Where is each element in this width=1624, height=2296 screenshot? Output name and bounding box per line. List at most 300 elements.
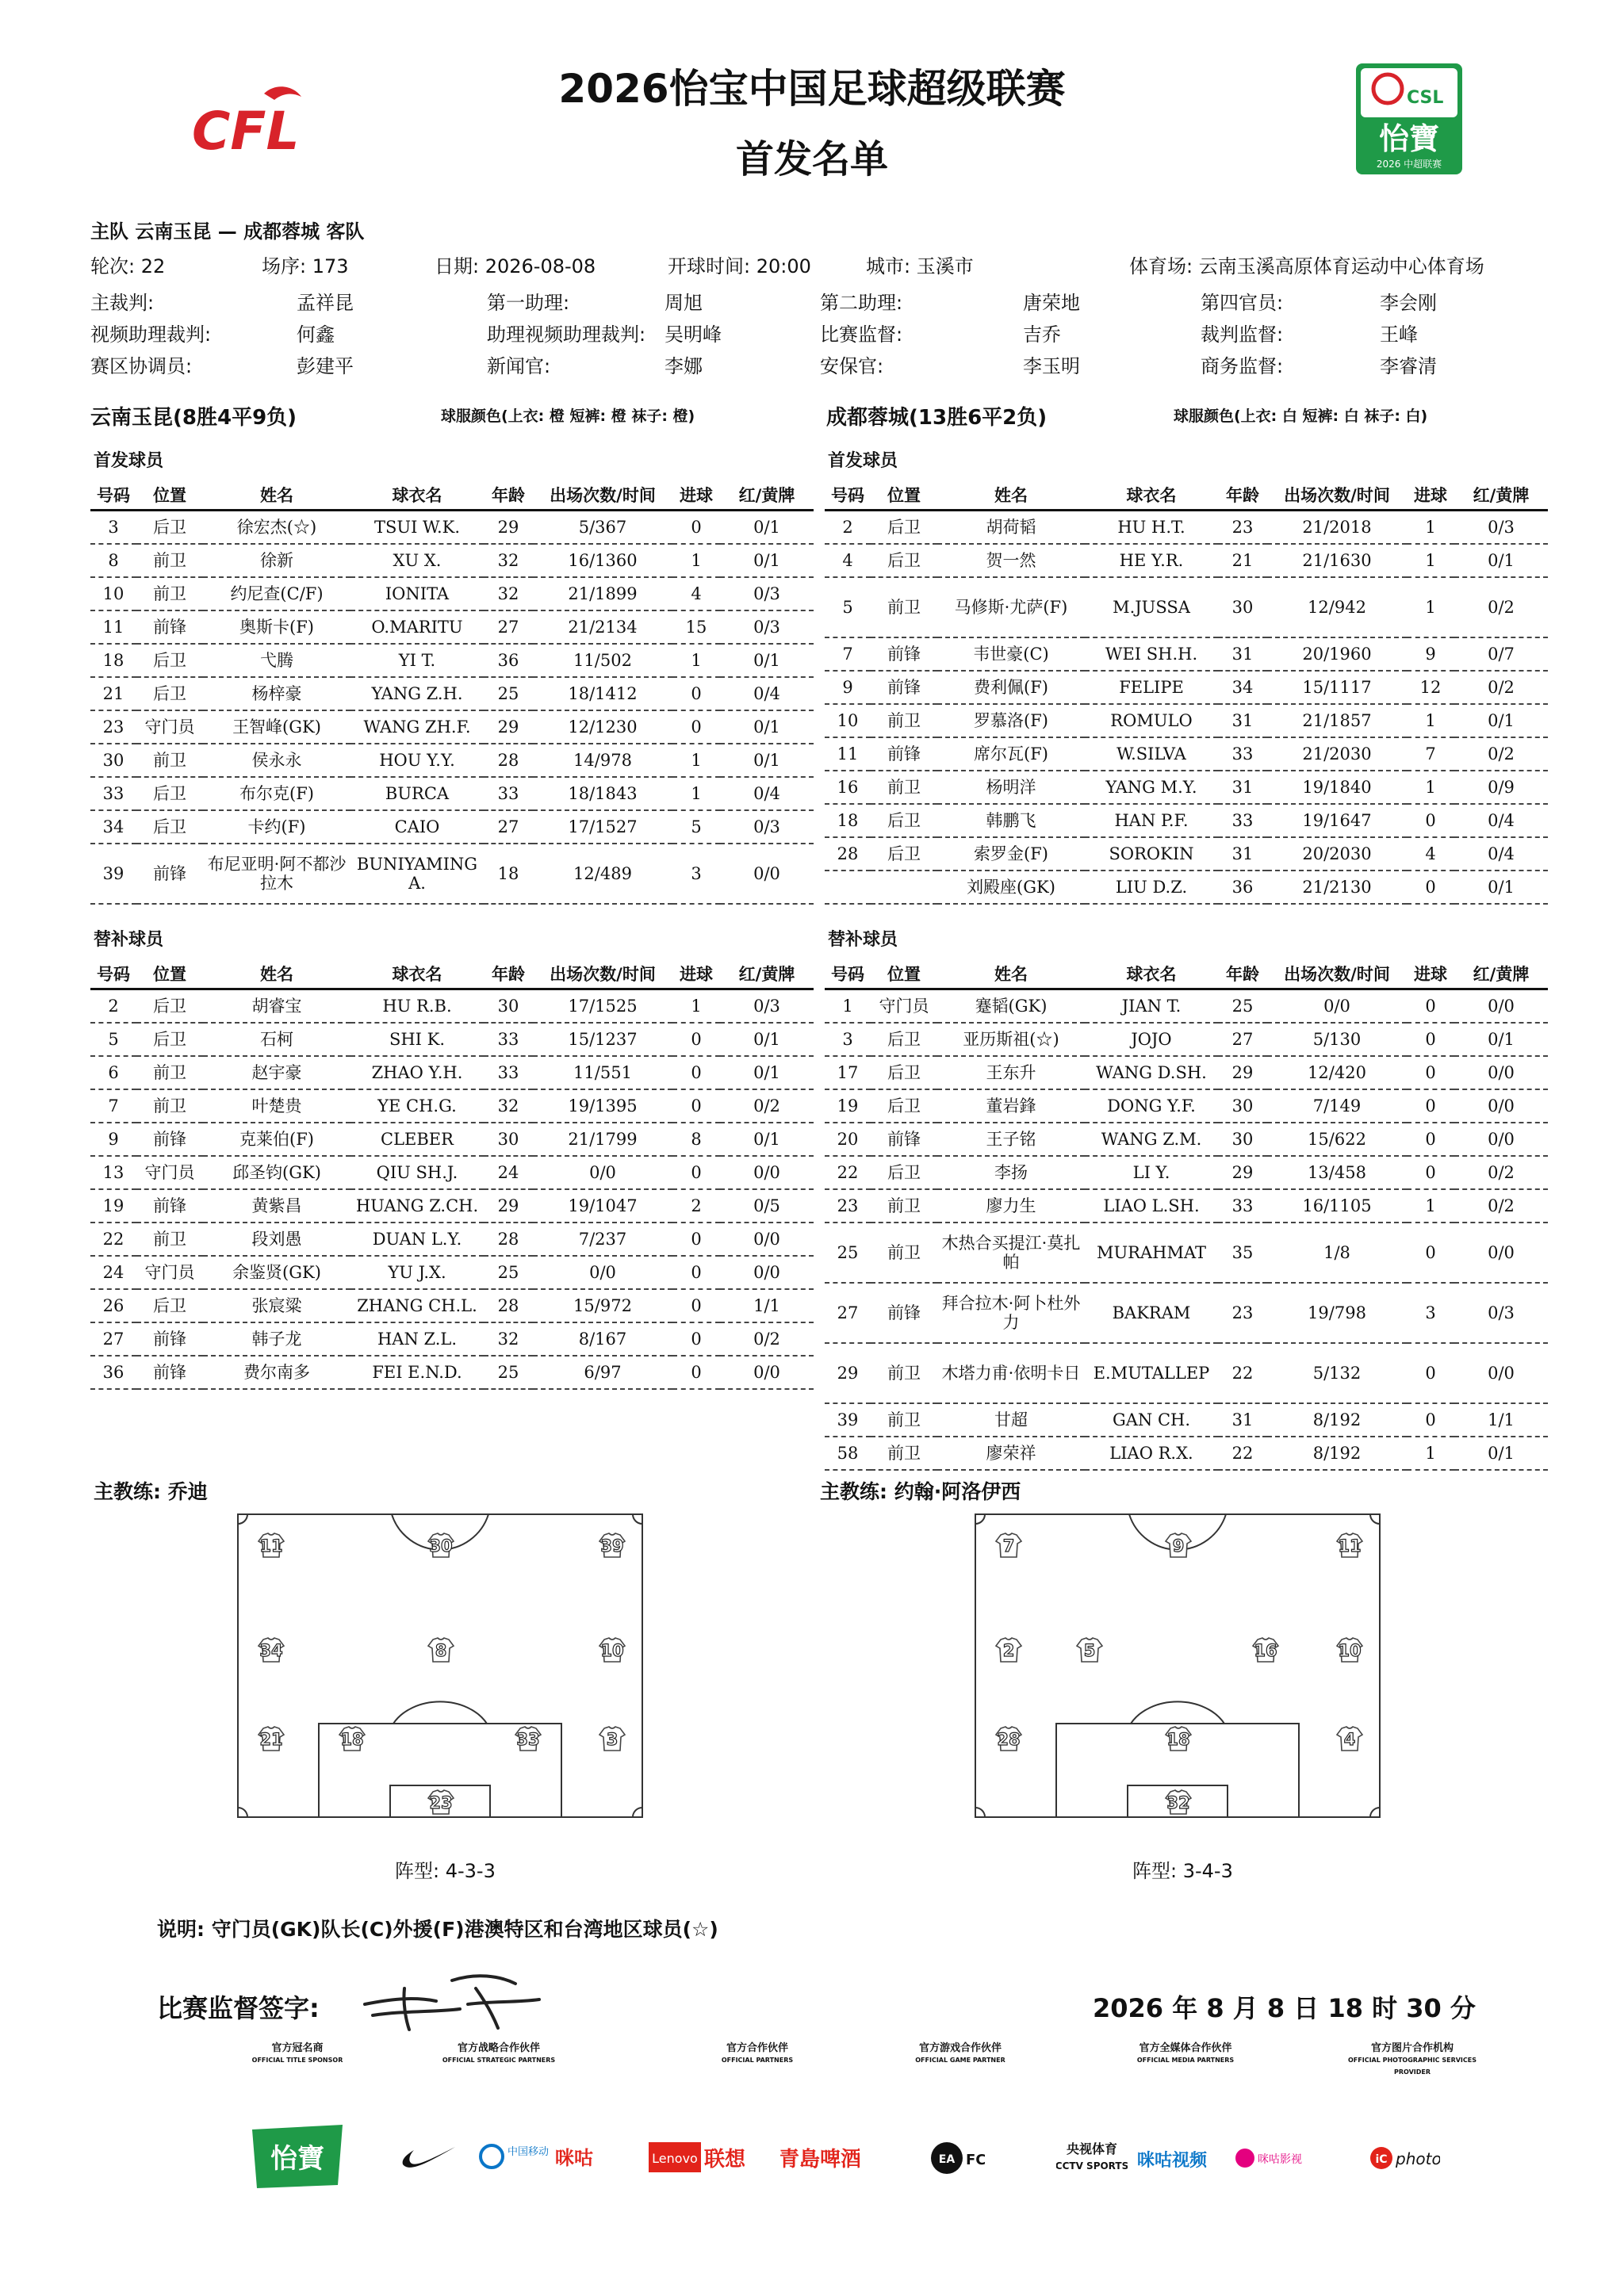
cell-shirt-name: LIAO L.SH. [1085, 1189, 1218, 1223]
player-row [825, 837, 1548, 871]
cell-goals: 0 [672, 1322, 720, 1356]
cell-age: 27 [484, 810, 533, 844]
official-role: 视频助理裁判: [90, 323, 212, 346]
cell-age: 23 [1218, 511, 1267, 545]
cell-name: 李扬 [937, 1156, 1085, 1189]
cell-position: 前卫 [871, 704, 937, 737]
player-row [90, 844, 814, 904]
cell-apps-minutes: 0/0 [533, 1256, 672, 1289]
cell-shirt-name: YE CH.G. [350, 1089, 484, 1123]
cell-goals: 1 [1407, 1437, 1454, 1470]
cell-number: 16 [825, 771, 871, 804]
cell-apps-minutes: 21/2018 [1267, 511, 1407, 545]
jersey-number: 28 [997, 1730, 1021, 1749]
player-row [825, 1223, 1548, 1283]
cell-name: 张宸粱 [203, 1289, 350, 1322]
player-row [825, 871, 1548, 904]
cell-apps-minutes: 12/420 [1267, 1056, 1407, 1089]
svg-text:联想: 联想 [704, 2148, 746, 2172]
cell-number: 22 [90, 1223, 136, 1256]
player-row [90, 1356, 814, 1389]
official-name: 吉乔 [1023, 323, 1061, 346]
player-row [90, 1256, 814, 1289]
cell-name: 段刘愚 [203, 1223, 350, 1256]
cell-goals: 1 [672, 777, 720, 810]
cell-position: 前卫 [871, 1223, 937, 1283]
player-row [825, 804, 1548, 837]
player-row [90, 1156, 814, 1189]
cell-position: 后卫 [871, 1156, 937, 1189]
cell-goals: 0 [672, 1256, 720, 1289]
sponsor-caption: 官方全媒体合作伙伴 OFFICIAL MEDIA PARTNERS [1136, 2042, 1235, 2064]
cell-cards: 0/4 [720, 777, 814, 810]
cell-age: 28 [484, 1223, 533, 1256]
cell-shirt-name: E.MUTALLEP [1085, 1343, 1218, 1403]
col-header-number: 号码 [825, 480, 871, 511]
cell-cards: 0/2 [1454, 577, 1548, 637]
sponsor-caption: 官方合作伙伴 OFFICIAL PARTNERS [721, 2042, 794, 2064]
cell-number: 19 [90, 1189, 136, 1223]
cell-shirt-name: SOROKIN [1085, 837, 1218, 871]
cell-number: 11 [90, 610, 136, 644]
cell-number: 10 [825, 704, 871, 737]
cell-cards: 0/2 [720, 1089, 814, 1123]
jersey-number: 2 [1002, 1641, 1015, 1660]
col-header-age: 年龄 [484, 480, 533, 511]
migu-video-logo [1134, 2141, 1221, 2179]
cell-name: 卡约(F) [203, 810, 350, 844]
cell-apps-minutes: 21/2134 [533, 610, 672, 644]
cell-name: 亚历斯祖(☆) [937, 1023, 1085, 1056]
col-header-goals: 进球 [672, 959, 720, 989]
cell-cards: 0/1 [720, 544, 814, 577]
cell-number: 24 [90, 1256, 136, 1289]
cell-cards: 0/4 [720, 677, 814, 710]
cell-age: 18 [484, 844, 533, 904]
cell-shirt-name: WANG D.SH. [1085, 1056, 1218, 1089]
cell-number: 39 [90, 844, 136, 904]
cell-number: 33 [90, 777, 136, 810]
official-name: 彭建平 [297, 355, 354, 377]
player-jersey-icon [339, 1727, 365, 1751]
player-row [825, 1189, 1548, 1223]
col-header-age: 年龄 [484, 959, 533, 989]
cell-number: 17 [825, 1056, 871, 1089]
page-title: 2026怡宝中国足球超级联赛 [558, 66, 1066, 112]
cell-number: 30 [90, 744, 136, 777]
svg-text:怡寶: 怡寶 [270, 2143, 324, 2175]
cell-apps-minutes: 19/1647 [1267, 804, 1407, 837]
col-header-goals: 进球 [1407, 959, 1454, 989]
away-starters-table [825, 480, 1548, 905]
cell-name: 费利佩(F) [937, 671, 1085, 704]
cell-goals: 4 [672, 577, 720, 610]
player-jersey-icon [599, 1533, 625, 1557]
teams-line: 主队 云南玉昆 — 成都蓉城 客队 [90, 220, 365, 243]
cell-name: 侯永永 [203, 744, 350, 777]
player-jersey-icon [259, 1533, 284, 1557]
cell-name: 布尼亚明·阿不都沙拉木 [203, 844, 350, 904]
cell-number: 13 [90, 1156, 136, 1189]
cell-position: 守门员 [136, 1256, 203, 1289]
official-role: 安保官: [820, 355, 884, 377]
player-jersey-icon [428, 1790, 454, 1814]
cell-apps-minutes: 16/1105 [1267, 1189, 1407, 1223]
cell-name: 杨梓豪 [203, 677, 350, 710]
player-row [90, 1223, 814, 1256]
cell-name: 王子铭 [937, 1123, 1085, 1156]
cell-shirt-name: BURCA [350, 777, 484, 810]
cell-age: 29 [484, 511, 533, 545]
cell-name: 刘殿座(GK) [937, 871, 1085, 904]
cell-apps-minutes: 15/972 [533, 1289, 672, 1322]
home-starters-table [90, 480, 814, 905]
cell-age: 33 [1218, 804, 1267, 837]
cell-cards: 0/1 [720, 710, 814, 744]
cell-goals: 1 [1407, 544, 1454, 577]
svg-text:Lenovo: Lenovo [652, 2151, 698, 2166]
cell-name: 约尼查(C/F) [203, 577, 350, 610]
cell-shirt-name: BUNIYAMING A. [350, 844, 484, 904]
cell-age: 32 [484, 577, 533, 610]
cell-age: 25 [1218, 989, 1267, 1024]
cell-goals: 7 [1407, 737, 1454, 771]
legend-note: 说明: 守门员(GK)队长(C)外援(F)港澳特区和台湾地区球员(☆) [157, 1918, 718, 1941]
player-row [90, 710, 814, 744]
cell-number: 20 [825, 1123, 871, 1156]
cell-position: 守门员 [136, 710, 203, 744]
player-jersey-icon [1166, 1533, 1191, 1557]
col-header-name: 姓名 [937, 480, 1085, 511]
col-header-position: 位置 [136, 480, 203, 511]
jersey-number: 23 [429, 1793, 453, 1812]
cell-goals: 9 [1407, 637, 1454, 671]
player-row [825, 1089, 1548, 1123]
cell-goals: 0 [672, 1356, 720, 1389]
cell-name: 弋腾 [203, 644, 350, 677]
cell-number: 21 [90, 677, 136, 710]
player-row [825, 1343, 1548, 1403]
player-row [90, 577, 814, 610]
cell-cards: 0/3 [720, 577, 814, 610]
cell-apps-minutes: 13/458 [1267, 1156, 1407, 1189]
cell-cards: 0/3 [720, 989, 814, 1024]
player-row [90, 1089, 814, 1123]
match-date: 日期: 2026-08-08 [435, 255, 596, 277]
cell-shirt-name: HUANG Z.CH. [350, 1189, 484, 1223]
cell-number: 2 [825, 511, 871, 545]
cell-name: 布尔克(F) [203, 777, 350, 810]
jersey-number: 18 [340, 1730, 364, 1749]
cell-number: 7 [825, 637, 871, 671]
player-jersey-icon [599, 1727, 625, 1751]
player-row [825, 637, 1548, 671]
page-subtitle: 首发名单 [735, 137, 888, 182]
svg-text:央视体育: 央视体育 [1066, 2141, 1118, 2156]
official-role: 助理视频助理裁判: [487, 323, 646, 346]
cell-shirt-name: HE Y.R. [1085, 544, 1218, 577]
cell-name: 蹇韬(GK) [937, 989, 1085, 1024]
player-row [90, 1189, 814, 1223]
cell-age: 31 [1218, 704, 1267, 737]
cell-goals: 0 [1407, 1056, 1454, 1089]
cell-name: 奥斯卡(F) [203, 610, 350, 644]
jersey-number: 7 [1002, 1536, 1015, 1556]
away-coach: 主教练: 约翰·阿洛伊西 [820, 1480, 1021, 1503]
cell-goals: 1 [672, 544, 720, 577]
official-role: 赛区协调员: [90, 355, 193, 377]
jersey-number: 18 [1166, 1730, 1190, 1749]
cell-position: 前卫 [136, 744, 203, 777]
cell-shirt-name: CAIO [350, 810, 484, 844]
cell-apps-minutes: 12/1230 [533, 710, 672, 744]
cell-goals: 3 [672, 844, 720, 904]
jersey-number: 8 [435, 1641, 447, 1660]
cell-number: 26 [90, 1289, 136, 1322]
col-header-age: 年龄 [1218, 959, 1267, 989]
player-row [825, 1403, 1548, 1437]
cell-position: 前卫 [871, 577, 937, 637]
cell-goals: 4 [1407, 837, 1454, 871]
cell-position: 后卫 [871, 1056, 937, 1089]
cell-number: 25 [825, 1223, 871, 1283]
cell-cards: 0/9 [1454, 771, 1548, 804]
cell-name: 马修斯·尤萨(F) [937, 577, 1085, 637]
col-header-goals: 进球 [1407, 480, 1454, 511]
cell-cards: 0/1 [720, 644, 814, 677]
svg-text:iC: iC [1375, 2153, 1388, 2166]
cell-goals: 1 [672, 989, 720, 1024]
cell-number: 4 [825, 544, 871, 577]
cell-shirt-name: ROMULO [1085, 704, 1218, 737]
col-header-cards: 红/黄牌 [1454, 480, 1548, 511]
cell-age: 31 [1218, 771, 1267, 804]
cell-position: 后卫 [136, 810, 203, 844]
col-header-shirt-name: 球衣名 [1085, 480, 1218, 511]
col-header-position: 位置 [871, 480, 937, 511]
cell-position: 前卫 [136, 577, 203, 610]
cell-apps-minutes: 20/2030 [1267, 837, 1407, 871]
cell-apps-minutes: 21/1857 [1267, 704, 1407, 737]
cell-shirt-name: O.MARITU [350, 610, 484, 644]
cell-name: 余鉴贤(GK) [203, 1256, 350, 1289]
cell-shirt-name: HOU Y.Y. [350, 744, 484, 777]
cell-position: 前卫 [136, 544, 203, 577]
cell-name: 木热合买提江·莫扎帕 [937, 1223, 1085, 1283]
away-formation: 阵型: 3-4-3 [1132, 1860, 1233, 1882]
col-header-number: 号码 [825, 959, 871, 989]
cell-name: 廖荣祥 [937, 1437, 1085, 1470]
cell-cards: 0/1 [1454, 1437, 1548, 1470]
cell-shirt-name: FELIPE [1085, 671, 1218, 704]
cell-age: 32 [484, 544, 533, 577]
cell-cards: 0/0 [1454, 1223, 1548, 1283]
cell-age: 33 [484, 1023, 533, 1056]
cell-age: 33 [1218, 737, 1267, 771]
player-row [90, 511, 814, 545]
svg-text:青島啤酒: 青島啤酒 [780, 2148, 860, 2172]
cell-apps-minutes: 16/1360 [533, 544, 672, 577]
cell-number: 8 [90, 544, 136, 577]
player-jersey-icon [996, 1727, 1021, 1751]
cell-position: 前卫 [871, 1343, 937, 1403]
svg-text:CSL: CSL [1407, 88, 1444, 108]
home-coach: 主教练: 乔迪 [94, 1480, 208, 1503]
cell-goals: 0 [672, 1023, 720, 1056]
jersey-number: 32 [1166, 1793, 1190, 1812]
cell-name: 木塔力甫·依明卡日 [937, 1343, 1085, 1403]
cell-shirt-name: DONG Y.F. [1085, 1089, 1218, 1123]
cell-number: 18 [90, 644, 136, 677]
cell-age: 33 [1218, 1189, 1267, 1223]
game-number: 场序: 173 [262, 255, 349, 277]
cell-apps-minutes: 21/2130 [1267, 871, 1407, 904]
player-row [825, 771, 1548, 804]
cell-position: 前锋 [871, 671, 937, 704]
home-formation: 阵型: 4-3-3 [395, 1860, 496, 1882]
cell-shirt-name: ZHANG CH.L. [350, 1289, 484, 1322]
col-header-apps-minutes: 出场次数/时间 [533, 480, 672, 511]
ic-photo-logo [1369, 2139, 1440, 2179]
cell-position: 后卫 [136, 1023, 203, 1056]
cell-name: 克莱伯(F) [203, 1123, 350, 1156]
cell-shirt-name: YI T. [350, 644, 484, 677]
cell-goals: 0 [1407, 1089, 1454, 1123]
cell-age: 25 [484, 677, 533, 710]
col-header-name: 姓名 [203, 959, 350, 989]
cell-shirt-name: LIAO R.X. [1085, 1437, 1218, 1470]
cell-name: 拜合拉木·阿卜杜外力 [937, 1283, 1085, 1343]
player-row [825, 577, 1548, 637]
cell-apps-minutes: 8/167 [533, 1322, 672, 1356]
cell-name: 胡荷韬 [937, 511, 1085, 545]
col-header-shirt-name: 球衣名 [1085, 959, 1218, 989]
player-jersey-icon [259, 1638, 284, 1662]
jersey-number: 11 [1338, 1536, 1362, 1556]
cell-number: 23 [825, 1189, 871, 1223]
cell-number: 10 [90, 577, 136, 610]
player-row [90, 1289, 814, 1322]
player-jersey-icon [259, 1727, 284, 1751]
cell-goals: 0 [672, 1223, 720, 1256]
col-header-shirt-name: 球衣名 [350, 480, 484, 511]
cell-position: 前卫 [136, 1223, 203, 1256]
cell-name: 韩鹏飞 [937, 804, 1085, 837]
cell-name: 胡睿宝 [203, 989, 350, 1024]
cell-shirt-name: TSUI W.K. [350, 511, 484, 545]
cell-cards: 0/1 [720, 511, 814, 545]
cell-cards: 0/1 [1454, 544, 1548, 577]
cell-shirt-name: XU X. [350, 544, 484, 577]
col-header-cards: 红/黄牌 [720, 480, 814, 511]
cell-position: 后卫 [136, 989, 203, 1024]
cell-apps-minutes: 8/192 [1267, 1403, 1407, 1437]
player-row [90, 989, 814, 1024]
player-jersey-icon [1166, 1727, 1191, 1751]
cell-apps-minutes: 1/8 [1267, 1223, 1407, 1283]
cell-number: 3 [90, 511, 136, 545]
official-role: 第四官员: [1201, 292, 1284, 314]
player-row [825, 989, 1548, 1024]
cell-apps-minutes: 5/367 [533, 511, 672, 545]
player-row [90, 1023, 814, 1056]
cell-position: 后卫 [871, 804, 937, 837]
svg-text:FC: FC [966, 2152, 985, 2168]
jersey-number: 21 [259, 1730, 283, 1749]
cell-name: 徐宏杰(☆) [203, 511, 350, 545]
cell-cards: 0/1 [720, 1023, 814, 1056]
round: 轮次: 22 [90, 255, 166, 277]
col-header-apps-minutes: 出场次数/时间 [1267, 480, 1407, 511]
cell-cards: 0/2 [1454, 1156, 1548, 1189]
player-row [825, 1023, 1548, 1056]
cell-age: 29 [484, 1189, 533, 1223]
cell-position: 前锋 [871, 1283, 937, 1343]
away-subs-label: 替补球员 [828, 930, 898, 950]
cell-goals: 15 [672, 610, 720, 644]
cell-age: 29 [484, 710, 533, 744]
cell-cards: 1/1 [1454, 1403, 1548, 1437]
cell-goals: 0 [672, 710, 720, 744]
cell-age: 31 [1218, 637, 1267, 671]
player-row [825, 1283, 1548, 1343]
player-jersey-icon [599, 1638, 625, 1662]
svg-text:咪咕: 咪咕 [555, 2147, 593, 2169]
csl-logo [1354, 62, 1464, 176]
cell-cards: 1/1 [720, 1289, 814, 1322]
cell-age: 30 [484, 1123, 533, 1156]
cell-apps-minutes: 7/237 [533, 1223, 672, 1256]
home-subs-label: 替补球员 [94, 930, 164, 950]
cell-name: 邱圣钧(GK) [203, 1156, 350, 1189]
sponsor-caption: 官方冠名商 OFFICIAL TITLE SPONSOR [251, 2042, 343, 2064]
cell-cards: 0/0 [720, 844, 814, 904]
cell-number: 2 [90, 989, 136, 1024]
cell-apps-minutes: 19/1840 [1267, 771, 1407, 804]
cell-goals: 0 [672, 1089, 720, 1123]
official-name: 李玉明 [1023, 355, 1080, 377]
cell-apps-minutes: 17/1525 [533, 989, 672, 1024]
cell-cards: 0/2 [720, 1322, 814, 1356]
official-name: 王峰 [1380, 323, 1418, 346]
cell-cards: 0/4 [1454, 804, 1548, 837]
cell-position: 前锋 [871, 637, 937, 671]
official-name: 何鑫 [297, 323, 335, 346]
cell-goals: 1 [1407, 704, 1454, 737]
cell-apps-minutes: 21/2030 [1267, 737, 1407, 771]
cell-cards: 0/3 [720, 810, 814, 844]
cell-cards: 0/1 [720, 744, 814, 777]
cell-number: 1 [825, 989, 871, 1024]
col-header-shirt-name: 球衣名 [350, 959, 484, 989]
cell-cards: 0/1 [1454, 1023, 1548, 1056]
cell-age: 22 [1218, 1437, 1267, 1470]
cell-shirt-name: JOJO [1085, 1023, 1218, 1056]
cell-position: 守门员 [136, 1156, 203, 1189]
cell-cards: 0/0 [720, 1223, 814, 1256]
cell-age: 33 [484, 777, 533, 810]
cell-goals: 8 [672, 1123, 720, 1156]
cell-name: 叶楚贵 [203, 1089, 350, 1123]
cell-name: 黄紫昌 [203, 1189, 350, 1223]
signature-label: 比赛监督签字: [157, 1993, 320, 2023]
cell-age: 32 [484, 1322, 533, 1356]
yibao-logo [246, 2122, 349, 2193]
cell-name: 王智峰(GK) [203, 710, 350, 744]
cell-shirt-name: WANG Z.M. [1085, 1123, 1218, 1156]
home-subs-table [90, 959, 814, 1390]
cell-goals: 2 [672, 1189, 720, 1223]
